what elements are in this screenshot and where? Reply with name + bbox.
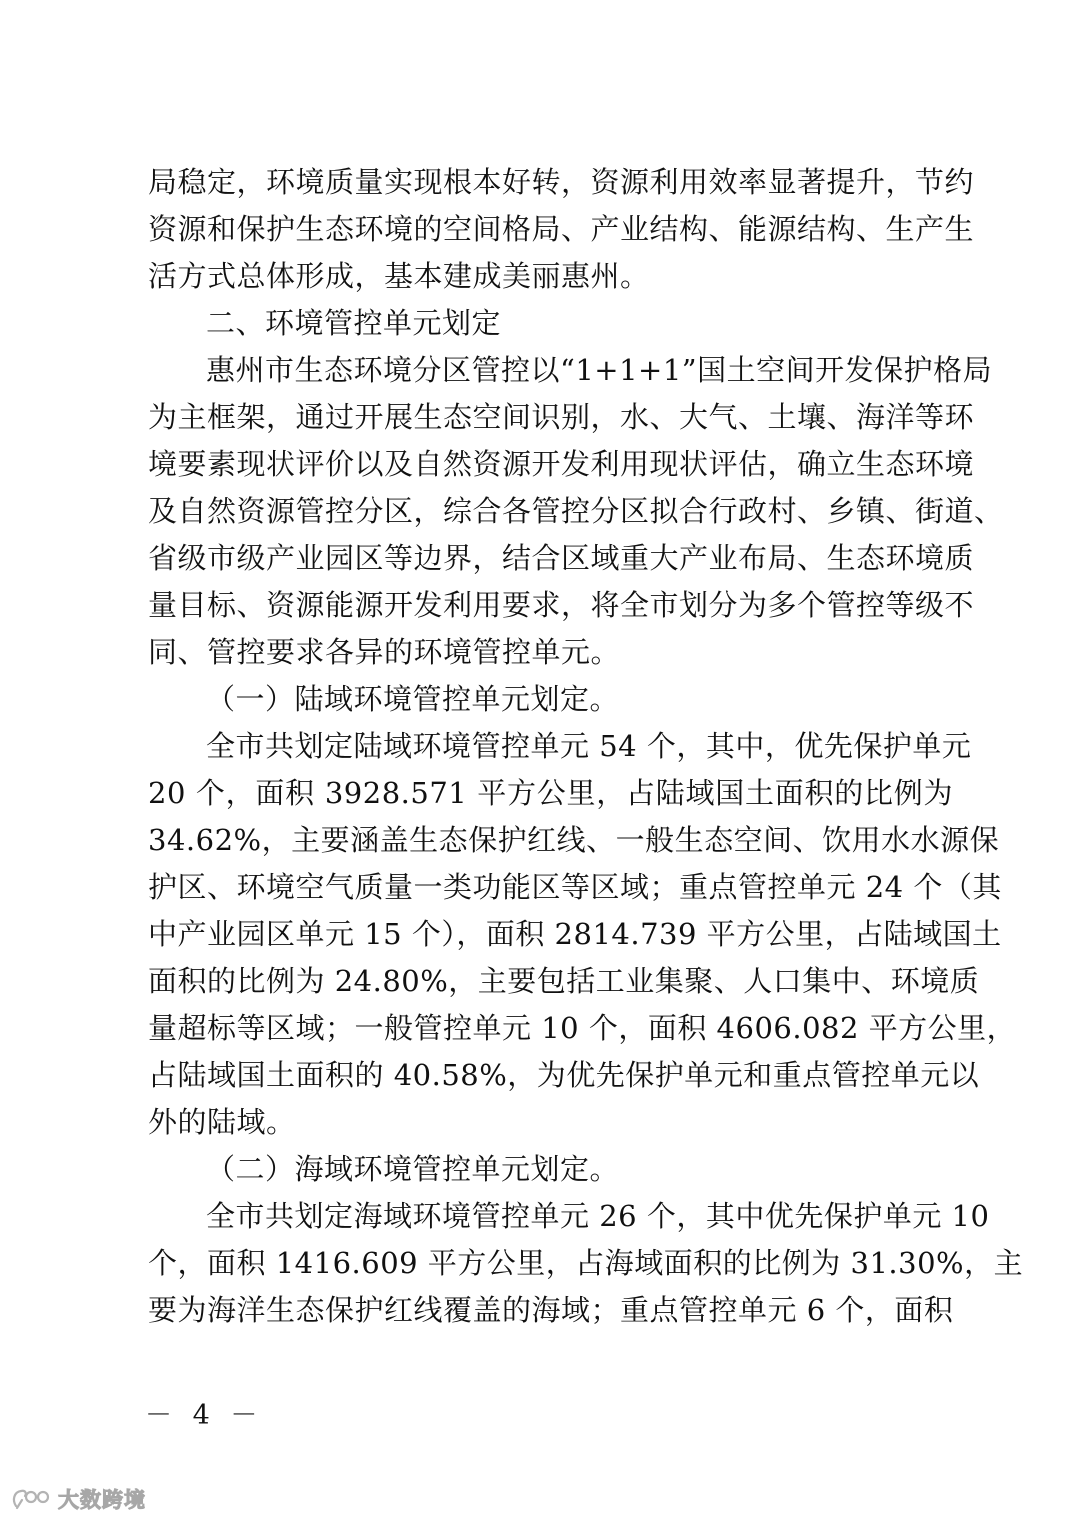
text-line: 要为海洋生态保护红线覆盖的海域；重点管控单元 6 个，面积 bbox=[148, 1293, 954, 1327]
text-line: 资源和保护生态环境的空间格局、产业结构、能源结构、生产生 bbox=[148, 212, 975, 246]
text-line: 个，面积 1416.609 平方公里，占海域面积的比例为 31.30%，主 bbox=[148, 1246, 1024, 1280]
text-line: 活方式总体形成，基本建成美丽惠州。 bbox=[148, 259, 650, 293]
text-line: 及自然资源管控分区，综合各管控分区拟合行政村、乡镇、街道、 bbox=[148, 494, 1004, 528]
text-line: 外的陆域。 bbox=[148, 1105, 296, 1139]
text-line: 为主框架，通过开展生态空间识别，水、大气、土壤、海洋等环 bbox=[148, 400, 975, 434]
text-line: 局稳定，环境质量实现根本好转，资源利用效率显著提升，节约 bbox=[148, 165, 975, 199]
text-line: 全市共划定陆域环境管控单元 54 个，其中，优先保护单元 bbox=[206, 729, 972, 763]
text-line: 境要素现状评价以及自然资源开发利用现状评估，确立生态环境 bbox=[148, 447, 975, 481]
text-line: 全市共划定海域环境管控单元 26 个，其中优先保护单元 10 bbox=[206, 1199, 990, 1233]
text-line: 20 个，面积 3928.571 平方公里，占陆域国土面积的比例为 bbox=[148, 776, 953, 810]
section-heading: 二、环境管控单元划定 bbox=[206, 306, 502, 340]
page-number: － 4 － bbox=[145, 1400, 264, 1431]
text-line: 面积的比例为 24.80%，主要包括工业集聚、人口集中、环境质 bbox=[148, 964, 980, 998]
text-line: 34.62%，主要涵盖生态保护红线、一般生态空间、饮用水水源保 bbox=[148, 823, 1000, 857]
text-line: 量目标、资源能源开发利用要求，将全市划分为多个管控等级不 bbox=[148, 588, 975, 622]
watermark bbox=[10, 1484, 146, 1514]
watermark-logo-icon bbox=[10, 1486, 54, 1512]
text-line: 同、管控要求各异的环境管控单元。 bbox=[148, 635, 621, 669]
text-line: 占陆域国土面积的 40.58%，为优先保护单元和重点管控单元以 bbox=[148, 1058, 980, 1092]
subsection-heading: （二）海域环境管控单元划定。 bbox=[206, 1152, 620, 1186]
text-line: 省级市级产业园区等边界，结合区域重大产业布局、生态环境质 bbox=[148, 541, 975, 575]
text-line: 量超标等区域；一般管控单元 10 个，面积 4606.082 平方公里， bbox=[148, 1011, 1017, 1045]
watermark-text: 大数跨境 bbox=[58, 1488, 146, 1512]
subsection-heading: （一）陆域环境管控单元划定。 bbox=[206, 682, 620, 716]
text-line: 惠州市生态环境分区管控以“1+1+1”国土空间开发保护格局 bbox=[206, 353, 993, 387]
text-line: 护区、环境空气质量一类功能区等区域；重点管控单元 24 个（其 bbox=[148, 870, 1002, 904]
text-line: 中产业园区单元 15 个），面积 2814.739 平方公里，占陆域国土 bbox=[148, 917, 1002, 951]
